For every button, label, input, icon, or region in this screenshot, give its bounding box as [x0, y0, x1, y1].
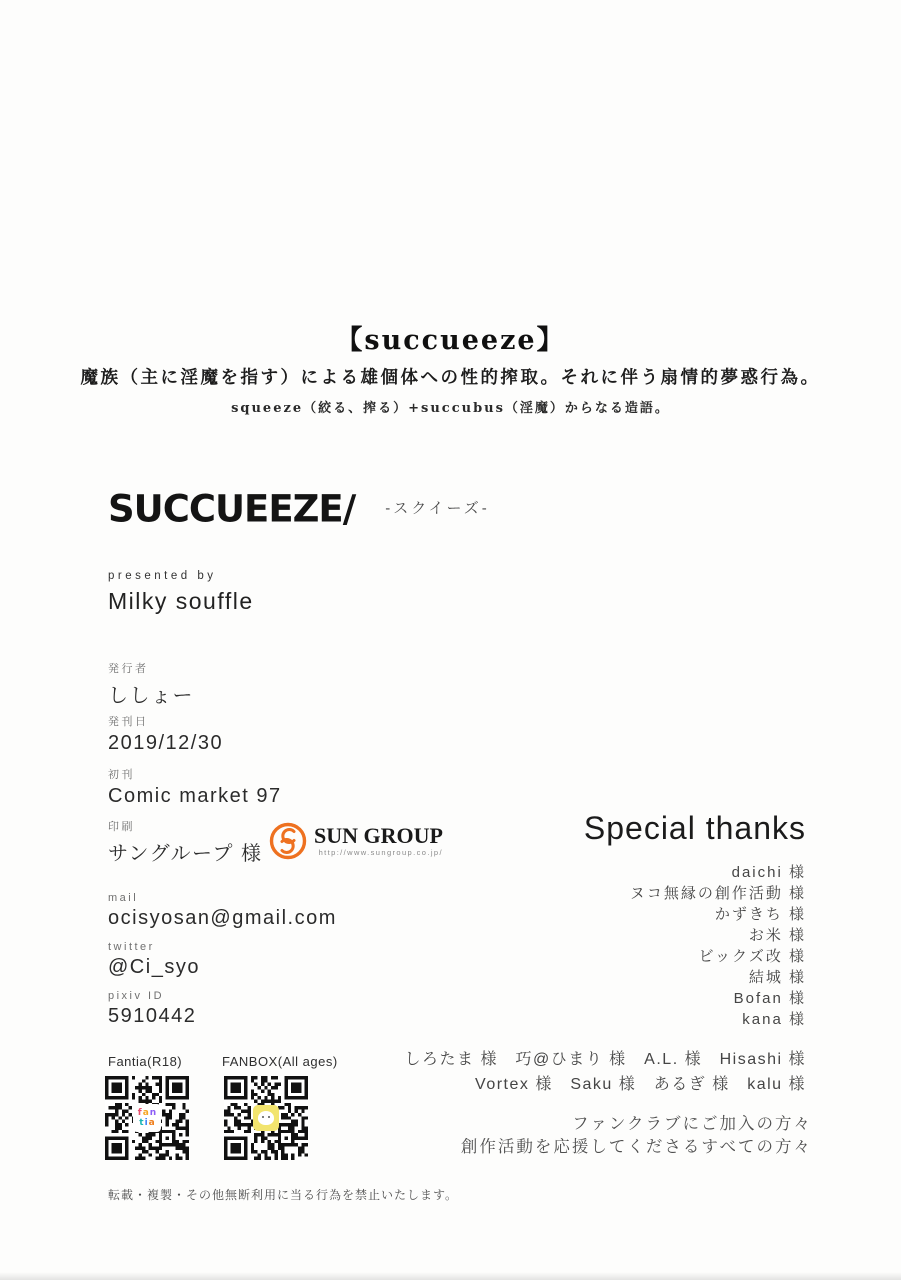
thanks-name: 結城 様	[748, 969, 806, 986]
info-label: pixiv ID	[108, 990, 165, 1002]
fantia-logo-badge	[133, 1104, 161, 1132]
fanbox-qr-code	[224, 1076, 308, 1160]
presented-by-label: presented by	[108, 570, 217, 582]
thanks-name: ビックズ改 様	[698, 948, 806, 965]
info-label: 初刊	[108, 769, 135, 781]
info-label: mail	[108, 892, 139, 904]
fantia-logo-row	[139, 1118, 155, 1128]
info-row-pixiv	[108, 990, 196, 1028]
fanbox-logo-badge	[253, 1105, 279, 1131]
info-row-first-edition	[108, 766, 282, 808]
circle-name: Milky souffle	[108, 588, 254, 614]
info-value: 5910442	[108, 1005, 197, 1027]
printer-url: http://www.sungroup.co.jp/	[318, 848, 443, 857]
info-value: Comic market 97	[108, 785, 282, 807]
info-row-printer	[108, 818, 263, 866]
printer-logo	[268, 821, 443, 861]
fantia-letter: f	[137, 1108, 142, 1118]
thanks-name: Bofan 様	[733, 990, 806, 1007]
info-row-publish-date	[108, 713, 223, 755]
info-label: twitter	[108, 941, 155, 953]
fantia-qr-label: Fantia(R18)	[108, 1054, 183, 1069]
thanks-name: kana 様	[742, 1011, 806, 1028]
definition-term: 【succueeze】	[335, 325, 566, 356]
presented-by-block	[108, 570, 254, 615]
info-value: @Ci_syo	[108, 956, 200, 978]
info-row-mail	[108, 892, 337, 930]
info-label: 印刷	[108, 821, 135, 833]
thanks-closing-line: 創作活動を応援してくださるすべての方々	[460, 1138, 812, 1156]
info-label: 発刊日	[108, 716, 149, 728]
definition-block	[0, 318, 901, 416]
fantia-qr-code	[105, 1076, 189, 1160]
info-value: ocisyosan@gmail.com	[108, 907, 337, 929]
thanks-name: ヌコ無縁の創作活動 様	[629, 885, 806, 902]
info-row-publisher	[108, 660, 194, 708]
special-thanks-block	[450, 810, 806, 1030]
copyright-notice: 転載・複製・その他無断利用に当る行為を禁止いたします。	[108, 1188, 459, 1202]
fantia-letter: n	[149, 1108, 157, 1118]
thanks-extra-line: Vortex 様 Saku 様 あるぎ 様 kalu 様	[475, 1076, 806, 1093]
thanks-name: お米 様	[748, 927, 806, 944]
fantia-letter: a	[148, 1118, 155, 1128]
special-thanks-extra	[300, 1047, 806, 1097]
fanbox-qr-label: FANBOX(All ages)	[222, 1054, 338, 1069]
fantia-letter: a	[142, 1108, 149, 1118]
info-value: サングループ 様	[108, 843, 263, 865]
printer-name: SUN GROUP	[314, 823, 443, 848]
fantia-letter: i	[144, 1118, 148, 1128]
thanks-name: かずきち 様	[714, 906, 806, 923]
info-value: 2019/12/30	[108, 732, 224, 754]
fantia-letter: t	[139, 1118, 144, 1128]
sun-group-icon	[268, 821, 308, 861]
special-thanks-title: Special thanks	[583, 810, 806, 846]
title-reading: -スクイーズ-	[385, 500, 490, 517]
thanks-closing-line: ファンクラブにご加入の方々	[572, 1115, 812, 1133]
title-logo: SUCCUEEZE/	[108, 486, 356, 531]
definition-text: 魔族（主に淫魔を指す）による雄個体への性的搾取。それに伴う扇情的夢惑行為。	[80, 368, 821, 388]
printer-logo-text	[314, 825, 443, 857]
info-label: 発行者	[108, 663, 149, 675]
special-thanks-closing	[300, 1113, 812, 1159]
thanks-extra-line: しろたま 様 巧@ひまり 様 A.L. 様 Hisashi 様	[404, 1051, 806, 1068]
title-logo-block	[108, 487, 490, 530]
info-row-twitter	[108, 941, 200, 979]
special-thanks-list	[450, 862, 806, 1030]
fanbox-mascot-icon	[258, 1111, 274, 1125]
fantia-logo-row	[137, 1108, 156, 1118]
definition-etymology: squeeze（絞る、搾る）+succubus（淫魔）からなる造語。	[231, 401, 670, 416]
info-value: ししょー	[108, 685, 194, 707]
thanks-name: daichi 様	[731, 864, 806, 881]
